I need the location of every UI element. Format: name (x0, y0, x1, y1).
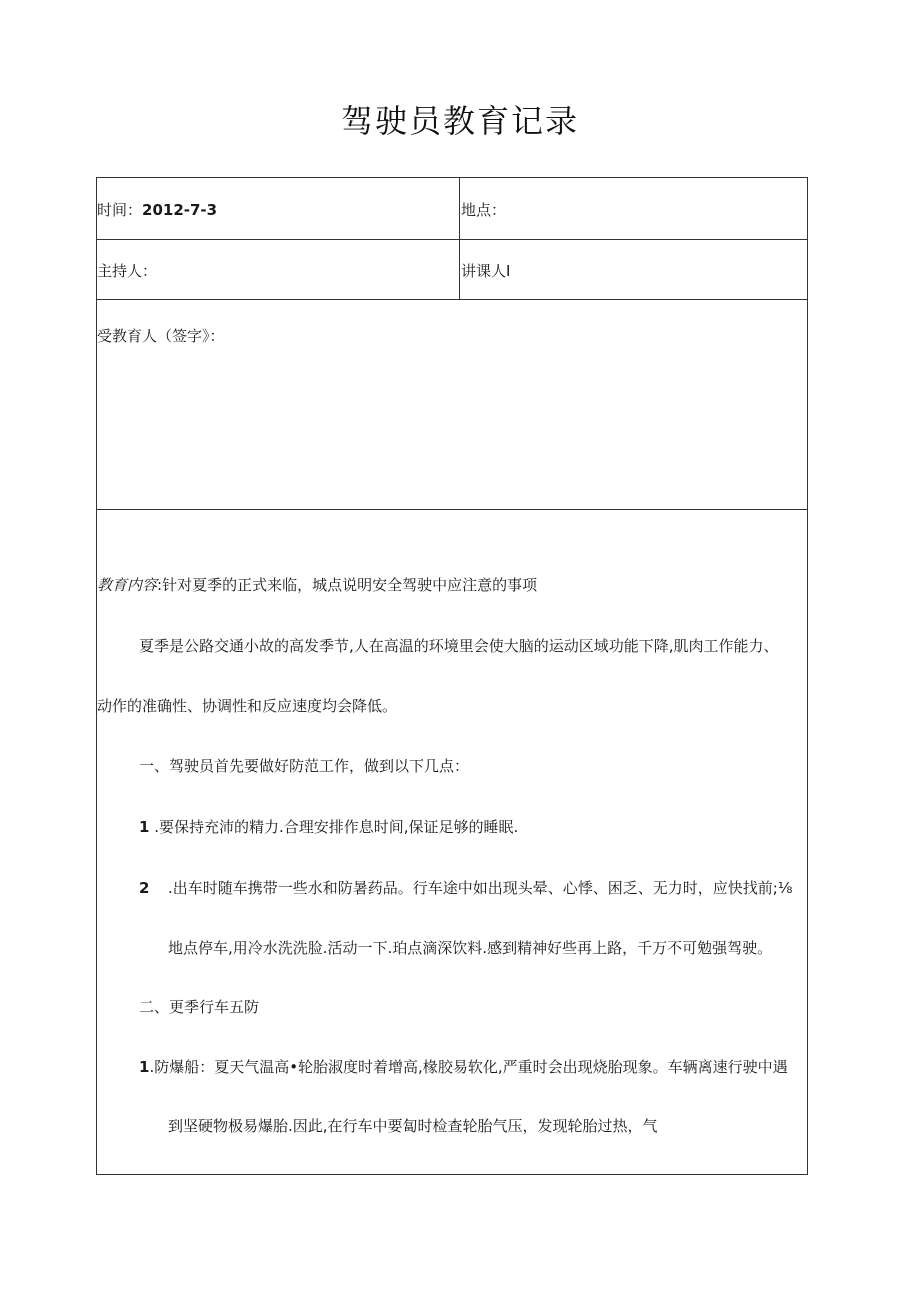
column-divider (459, 177, 460, 300)
table-border-top (96, 177, 808, 178)
para1-line1: 夏季是公路交通小故的高发季节,人在高温的环境里会使大脑的运动区域功能下降,肌肉工作能力、 (139, 637, 779, 655)
section2-heading: 二、更季行车五防 (139, 998, 260, 1016)
time-cell (97, 200, 217, 220)
place-label: 地点： (461, 201, 507, 219)
time-label: 时间： (97, 201, 143, 219)
item2-line2: 地点停车,用冷水洗洗脸.活动一下.珀点滴深饮料.感到精神好些再上路，千万不可勉强驾驶。 (168, 939, 773, 957)
page-title: 驾驶员教育记录 (340, 102, 579, 140)
host-label: 主持人： (97, 262, 158, 280)
item3-text: .防爆船：夏天气温高•轮胎淑度时着增高,椽胶易软化,严重时会出现烧胎现象。车辆离速行驶中遇 (149, 1058, 788, 1076)
row-divider-1 (96, 239, 808, 240)
table-border-right (807, 177, 808, 1175)
trainees-label: 受教育人（签字》： (97, 327, 225, 345)
item1-number: 1 (139, 818, 150, 836)
row-divider-2 (96, 299, 808, 300)
item3-line1 (139, 1057, 788, 1077)
item1 (139, 817, 518, 837)
time-value: 2012-7-3 (142, 201, 218, 219)
section1-heading: 一、驾驶员首先要做好防范工作，做到以下几点： (139, 757, 470, 775)
intro-label: 教育内容 (97, 576, 158, 594)
table-border-bottom (96, 1174, 808, 1175)
item2-number: 2 (139, 879, 150, 897)
para1-line2: 动作的准确性、协调性和反应速度均会降低。 (97, 697, 398, 715)
item1-text: .要保持充沛的精力.合理安排作息时间,保证足够的睡眠. (154, 818, 519, 836)
row-divider-3 (96, 509, 808, 510)
item3-number: 1 (139, 1058, 150, 1076)
lecturer-label: 讲课人I (461, 262, 511, 280)
item2-line1: .出车时随车携带一些水和防暑药品。行车途中如出现头晕、心悸、困乏、无力时，应快找前;⅛ (168, 879, 793, 897)
intro-text: :针对夏季的正式来临，城点说明安全驾驶中应注意的事项 (157, 576, 538, 594)
item3-line2: 到坚硬物极易爆胎.因此,在行车中要匐时检查轮胎气压，发现轮胎过热，气 (168, 1117, 658, 1135)
intro-line (97, 575, 537, 595)
